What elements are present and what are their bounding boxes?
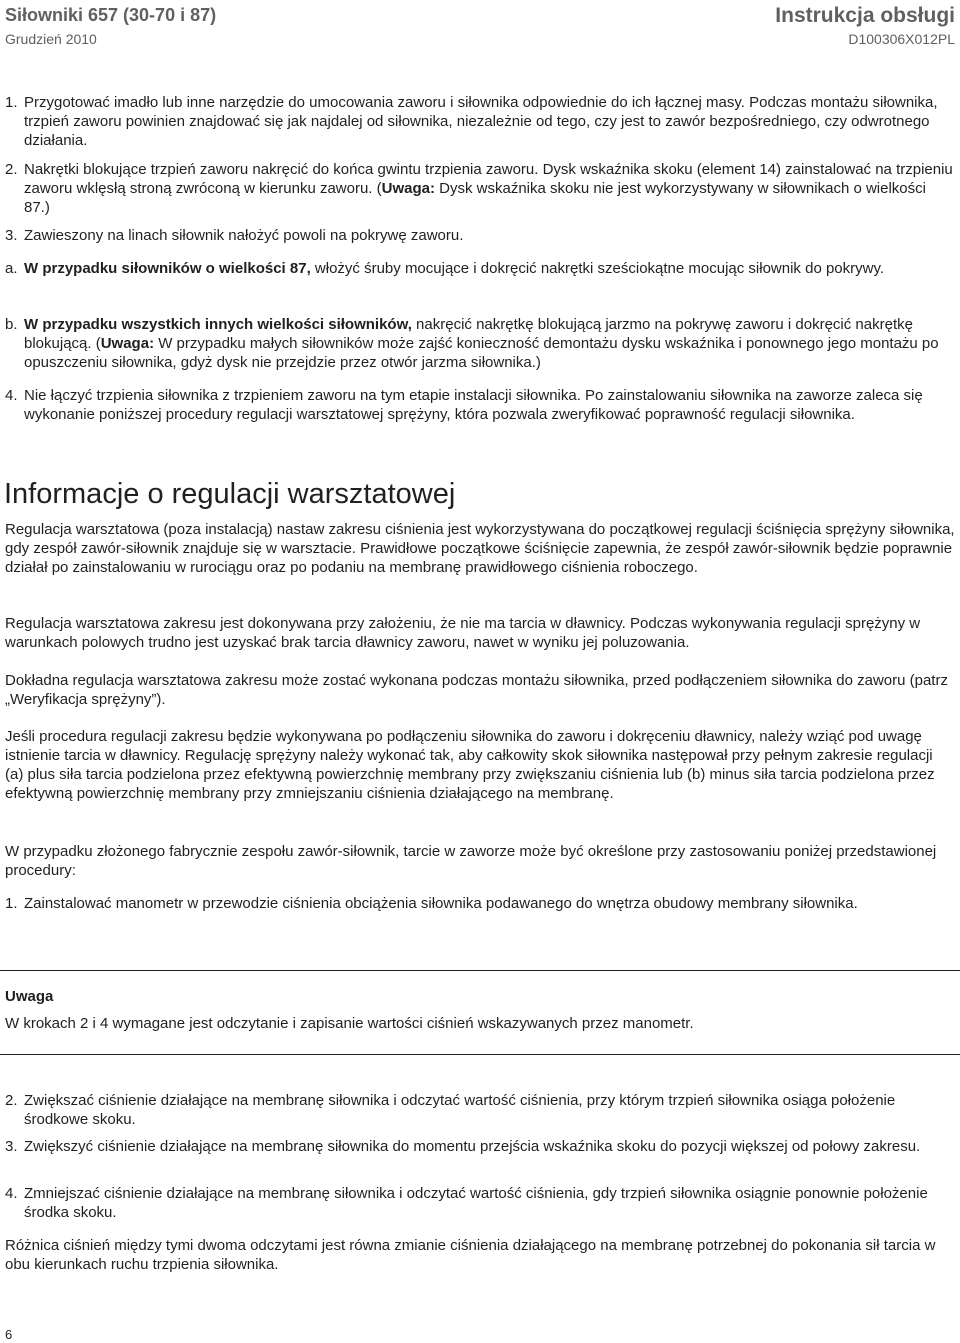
publication-date: Grudzień 2010 [5, 31, 97, 47]
substep-b [5, 315, 955, 372]
step-number: 4. [5, 1185, 18, 1202]
procedure-step-4 [5, 1184, 955, 1222]
substep-emphasis: W przypadku wszystkich innych wielkości siłowników, [24, 316, 412, 333]
note-bottom-rule [0, 1054, 960, 1055]
step-text: Przygotować imadło lub inne narzędzie do umocowania zaworu i siłownika odpowiednie do ich łącznej masy. Podczas montażu siłownika, trzpień zaworu powinien znajdować się jak najdalej od siłownika, niezależnie od tego, czy jest to zawór bezpośredniego, czy odwrotnego działania. [24, 94, 938, 149]
step-number: 2. [5, 1092, 18, 1109]
paragraph: Regulacja warsztatowa zakresu jest dokonywana przy założeniu, że nie ma tarcia w dławnicy. Podczas wykonywania regulacji sprężyny w warunkach polowych trudno jest uzyskać brak tarcia dławnicy zaworu, nawet w wyniku jej poluzowania. [5, 615, 921, 651]
paragraph: Różnica ciśnień między tymi dwoma odczytami jest równa zmianie ciśnienia działającego na membranę potrzebnej do pokonania sił tarcia w obu kierunkach ruchu trzpienia siłownika. [5, 1237, 936, 1273]
substep-emphasis: W przypadku siłowników o wielkości 87, [24, 260, 311, 277]
substep-text-part: nakręcić nakrętkę blokującą jarzmo na pokrywę zaworu i dokręcić nakrętkę blokującą. ( [24, 316, 913, 352]
step-3 [5, 226, 955, 245]
document-type: Instrukcja obsługi [775, 4, 955, 27]
substep-text-part: W przypadku małych siłowników może zajść konieczność demontażu dysku wskaźnika i ponownego jego montażu po opuszczeniu siłownika, gdyż dysk nie przejdzie przez otwór jarzma siłownika.) [24, 335, 939, 371]
product-title: Siłowniki 657 (30-70 i 87) [5, 5, 217, 25]
procedure-step-3 [5, 1137, 955, 1156]
procedure-step-1 [5, 894, 955, 913]
step-text: Zmniejszać ciśnienie działające na membranę siłownika i odczytać wartość ciśnienia, gdy trzpień siłownika osiągnie ponownie położenie środka skoku. [24, 1185, 928, 1221]
step-number: 2. [5, 161, 18, 178]
procedure-step-2 [5, 1091, 955, 1129]
step-4 [5, 386, 955, 424]
note-title: Uwaga [5, 988, 54, 1005]
step-number: 4. [5, 387, 18, 404]
step-text: Zainstalować manometr w przewodzie ciśnienia obciążenia siłownika podawanego do wnętrza obudowy membrany siłownika. [24, 895, 858, 912]
substep-letter: b. [5, 316, 18, 333]
step-text [24, 160, 955, 217]
step-number: 1. [5, 895, 18, 912]
paragraph: W przypadku złożonego fabrycznie zespołu zawór-siłownik, tarcie w zaworze może być określone przy zastosowaniu poniżej przedstawionej procedury: [5, 843, 937, 879]
substep-text [24, 315, 955, 372]
page-number: 6 [5, 1327, 13, 1342]
step-2 [5, 160, 955, 217]
note-top-rule [0, 970, 960, 971]
step-text: Zawieszony na linach siłownik nałożyć powoli na pokrywę zaworu. [24, 227, 464, 244]
paragraph: Dokładna regulacja warsztatowa zakresu może zostać wykonana podczas montażu siłownika, przed podłączeniem siłownika do zaworu (patrz „Weryfikacja sprężyny”). [5, 672, 948, 708]
substep-letter: a. [5, 260, 18, 277]
step-number: 3. [5, 227, 18, 244]
step-text: Nie łączyć trzpienia siłownika z trzpieniem zaworu na tym etapie instalacji siłownika. Po zainstalowaniu siłownika na zaworze zaleca się wykonanie poniższej procedury regulacji warsztatowej sprężyny, która pozwala zweryfikować poprawność regulacji siłownika. [24, 387, 923, 423]
substep-text-part: włożyć śruby mocujące i dokręcić nakrętki sześciokątne mocując siłownik do pokrywy. [310, 260, 885, 277]
page-header [5, 4, 955, 48]
step-text-part: Dysk wskaźnika skoku nie jest wykorzystywany w siłownikach o wielkości 87.) [24, 180, 926, 216]
paragraph: Regulacja warsztatowa (poza instalacją) nastaw zakresu ciśnienia jest wykorzystywana do początkowej regulacji ściśnięcia sprężyny siłownika, gdy zespół zawór-siłownik znajduje się w warsztacie. Prawidłowe początkowe ściśnięcie zapewnia, że zespół zawór-siłownik będzie poprawnie działał po zainstalowaniu w rurociągu oraz po podaniu na membranę prawidłowego ciśnienia roboczego. [5, 521, 955, 576]
step-text: Zwiększać ciśnienie działające na membranę siłownika i odczytać wartość ciśnienia, przy którym trzpień siłownika osiąga położenie środkowe skoku. [24, 1092, 896, 1128]
document-number: D100306X012PL [848, 31, 955, 47]
section-heading: Informacje o regulacji warsztatowej [4, 478, 456, 510]
substep-text [24, 259, 955, 278]
paragraph: Jeśli procedura regulacji zakresu będzie wykonywana po podłączeniu siłownika do zaworu i dokręceniu dławnicy, należy wziąć pod uwagę istnienie tarcia w dławnicy. Regulację sprężyny należy wykonać tak, aby całkowity skok siłownika następował przy pełnym zakresie regulacji (a) plus siła tarcia podzielona przez efektywną powierzchnię membrany przy zwiększaniu ciśnienia lub (b) minus siła tarcia podzielona przez efektywną powierzchnię membrany przy zmniejszaniu ciśnienia działającego na membranę. [5, 728, 935, 802]
step-text: Zwiększyć ciśnienie działające na membranę siłownika do momentu przejścia wskaźnika skoku do pozycji większej od połowy zakresu. [24, 1138, 921, 1155]
substep-a [5, 259, 955, 278]
step-1 [5, 93, 955, 150]
note-text: W krokach 2 i 4 wymagane jest odczytanie i zapisanie wartości ciśnień wskazywanych przez manometr. [5, 1015, 694, 1032]
step-number: 1. [5, 94, 18, 111]
note-label: Uwaga: [100, 335, 155, 352]
step-number: 3. [5, 1138, 18, 1155]
step-text-part: Nakrętki blokujące trzpień zaworu nakręcić do końca gwintu trzpienia zaworu. Dysk wskaźnika skoku (element 14) zainstalować na trzpieniu zaworu wklęsłą stroną zwróconą w kierunku zaworu. ( [24, 161, 953, 197]
note-label: Uwaga: [381, 180, 435, 197]
